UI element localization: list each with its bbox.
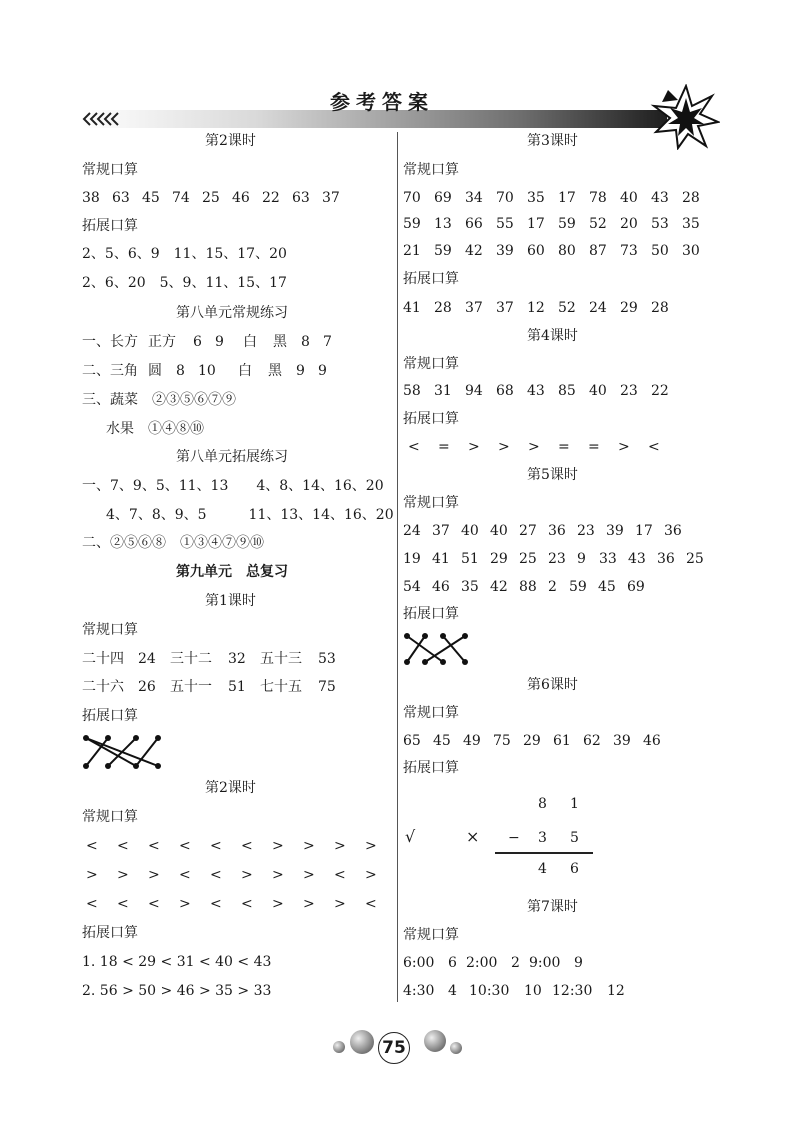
subsection-label: 常规口算 — [82, 162, 138, 178]
answer-cell: 59 — [403, 216, 421, 232]
answer-cell: 9 — [215, 334, 224, 350]
answer-cell: 23 — [577, 523, 595, 539]
answer-cell: < — [210, 867, 222, 883]
answer-cell: = — [438, 439, 450, 455]
answer-cell: 19 — [403, 551, 421, 567]
subsection-label: 拓展口算 — [403, 760, 459, 776]
subsection-label: 拓展口算 — [403, 271, 459, 287]
answer-cell: 69 — [434, 190, 452, 206]
answer-cell: 42 — [465, 243, 483, 259]
answer-cell: > — [303, 838, 315, 854]
answer-cell: 白 — [243, 334, 257, 350]
section-title: 第4课时 — [527, 328, 578, 344]
answer-cell: 59 — [558, 216, 576, 232]
answer-cell: 35 — [682, 216, 700, 232]
answer-cell: 80 — [558, 243, 576, 259]
answer-cell: < — [117, 838, 129, 854]
answer-cell: 70 — [403, 190, 421, 206]
answer-row — [82, 362, 338, 380]
answer-cell: 43 — [628, 551, 646, 567]
section-title: 第7课时 — [527, 899, 578, 915]
answer-cell: 51 — [228, 679, 246, 695]
answer-cell: 52 — [589, 216, 607, 232]
answer-cell: < — [179, 838, 191, 854]
answer-cell: < — [148, 838, 160, 854]
answer-line: 二、②⑤⑥⑧ ①③④⑦⑨⑩ — [82, 535, 264, 551]
answer-cell: 37 — [432, 523, 450, 539]
answer-row — [86, 895, 385, 913]
answer-cell: 12 — [527, 300, 545, 316]
answer-cell: 36 — [664, 523, 682, 539]
answer-cell: 61 — [553, 733, 571, 749]
subsection-label: 常规口算 — [403, 927, 459, 943]
answer-cell: 43 — [527, 383, 545, 399]
answer-cell: < — [179, 867, 191, 883]
answer-cell: 28 — [434, 300, 452, 316]
answer-cell: 75 — [493, 733, 511, 749]
answer-cell: > — [241, 867, 253, 883]
answer-cell: 27 — [519, 523, 537, 539]
answer-cell: 75 — [318, 679, 336, 695]
answer-cell: 8 — [301, 334, 310, 350]
answer-cell: 87 — [589, 243, 607, 259]
answer-row — [86, 866, 385, 884]
answer-cell: 二、三角 — [82, 363, 138, 379]
answer-row — [403, 215, 706, 233]
answer-line: 2. 56 > 50 > 46 > 35 > 33 — [82, 983, 272, 999]
answer-cell: 66 — [465, 216, 483, 232]
answer-cell: 63 — [112, 190, 130, 206]
answer-cell: 6:00 — [403, 955, 435, 971]
answer-cell: 31 — [434, 383, 452, 399]
section-title: 第八单元常规练习 — [176, 305, 288, 321]
answer-row — [408, 438, 668, 456]
answer-cell: 42 — [490, 579, 508, 595]
answer-cell: > — [334, 896, 346, 912]
answer-cell: 94 — [465, 383, 483, 399]
cross-mark: × — [466, 827, 480, 846]
subsection-label: 常规口算 — [82, 622, 138, 638]
page-number: 75 — [378, 1032, 410, 1064]
answer-cell: > — [303, 867, 315, 883]
answer-row — [82, 189, 352, 207]
minuend-tens-digit: 8 — [538, 796, 547, 812]
matching-lines-diagram — [401, 630, 473, 668]
subsection-label: 拓展口算 — [403, 411, 459, 427]
answer-row — [403, 954, 592, 972]
answer-cell: 40 — [620, 190, 638, 206]
answer-cell: 46 — [643, 733, 661, 749]
section-title: 第6课时 — [527, 677, 578, 693]
subsection-label: 拓展口算 — [82, 708, 138, 724]
answer-row — [403, 299, 675, 317]
answer-cell: 6 — [193, 334, 202, 350]
answer-cell: 28 — [682, 190, 700, 206]
answer-cell: > — [272, 838, 284, 854]
answer-cell: > — [148, 867, 160, 883]
answer-cell: > — [272, 896, 284, 912]
answer-cell: 正方 — [148, 334, 176, 350]
answer-cell: 40 — [461, 523, 479, 539]
subtrahend-tens-digit: 3 — [538, 830, 547, 846]
answer-cell: 10:30 — [469, 983, 510, 999]
answer-cell: 52 — [558, 300, 576, 316]
decorative-dot — [450, 1042, 462, 1054]
answer-cell: 25 — [519, 551, 537, 567]
answer-cell: 59 — [569, 579, 587, 595]
answer-cell: 12:30 — [552, 983, 593, 999]
subsection-label: 常规口算 — [403, 705, 459, 721]
section-title: 第5课时 — [527, 467, 578, 483]
answer-line: 三、蔬菜 ②③⑤⑥⑦⑨ — [82, 392, 236, 408]
answer-cell: 24 — [403, 523, 421, 539]
answer-cell: 6 — [448, 955, 457, 971]
answer-cell: 45 — [598, 579, 616, 595]
answer-cell: 41 — [432, 551, 450, 567]
answer-cell: 59 — [434, 243, 452, 259]
decorative-dot — [424, 1030, 446, 1052]
answer-cell: 圆 — [148, 363, 162, 379]
answer-cell: 白 — [238, 363, 252, 379]
answer-cell: 46 — [432, 579, 450, 595]
section-title: 第3课时 — [527, 133, 578, 149]
answer-cell: 25 — [202, 190, 220, 206]
answer-cell: 37 — [465, 300, 483, 316]
answer-cell: > — [117, 867, 129, 883]
subsection-label: 常规口算 — [403, 495, 459, 511]
answer-cell: 78 — [589, 190, 607, 206]
answer-row — [403, 522, 688, 540]
answer-cell: > — [498, 439, 510, 455]
answer-line: 4、7、8、9、5 11、13、14、16、20 — [106, 507, 394, 523]
subsection-label: 常规口算 — [403, 356, 459, 372]
answer-cell: 58 — [403, 383, 421, 399]
answer-cell: 65 — [403, 733, 421, 749]
matching-lines-diagram — [80, 732, 170, 772]
answer-cell: > — [528, 439, 540, 455]
answer-cell: 9 — [577, 551, 586, 567]
answer-cell: 二十六 — [82, 679, 124, 695]
answer-cell: 4:30 — [403, 983, 435, 999]
answer-row — [403, 578, 651, 596]
answer-cell: 39 — [606, 523, 624, 539]
answer-cell: < — [408, 439, 420, 455]
answer-cell: > — [618, 439, 630, 455]
answer-cell: < — [334, 867, 346, 883]
answer-cell: 55 — [496, 216, 514, 232]
answer-line: 一、7、9、5、11、13 4、8、14、16、20 — [82, 478, 384, 494]
answer-cell: 45 — [433, 733, 451, 749]
answer-cell: 12 — [607, 983, 625, 999]
answer-cell: 45 — [142, 190, 160, 206]
answer-cell: 37 — [496, 300, 514, 316]
unit-title: 第九单元 总复习 — [176, 564, 288, 580]
answer-cell: 2 — [511, 955, 520, 971]
answer-cell: < — [117, 896, 129, 912]
answer-cell: 26 — [138, 679, 156, 695]
answer-cell: 38 — [82, 190, 100, 206]
subsection-label: 常规口算 — [403, 162, 459, 178]
answer-cell: 25 — [686, 551, 704, 567]
answer-cell: 22 — [651, 383, 669, 399]
subsection-label: 拓展口算 — [82, 218, 138, 234]
answer-cell: > — [272, 867, 284, 883]
answer-cell: 8 — [176, 363, 185, 379]
answer-cell: 29 — [523, 733, 541, 749]
answer-cell: 70 — [496, 190, 514, 206]
answer-cell: 68 — [496, 383, 514, 399]
answer-row — [82, 650, 348, 668]
answer-cell: < — [241, 896, 253, 912]
subtrahend-ones-digit: 5 — [570, 830, 579, 846]
answer-cell: 29 — [620, 300, 638, 316]
answer-cell: 9 — [318, 363, 327, 379]
answer-cell: 50 — [651, 243, 669, 259]
answer-cell: 23 — [548, 551, 566, 567]
header-title: 参考答案 — [330, 90, 434, 114]
answer-line: 2、6、20 5、9、11、15、17 — [82, 275, 287, 291]
answer-cell: 五十三 — [260, 651, 302, 667]
answer-cell: < — [148, 896, 160, 912]
answer-cell: 34 — [465, 190, 483, 206]
minuend-ones-digit: 1 — [570, 796, 579, 812]
answer-cell: 35 — [527, 190, 545, 206]
section-title: 第八单元拓展练习 — [176, 449, 288, 465]
answer-cell: 88 — [519, 579, 537, 595]
answer-cell: 73 — [620, 243, 638, 259]
answer-cell: 43 — [651, 190, 669, 206]
answer-cell: 二十四 — [82, 651, 124, 667]
answer-cell: 9:00 — [529, 955, 561, 971]
answer-cell: 53 — [318, 651, 336, 667]
answer-cell: 39 — [496, 243, 514, 259]
subtraction-rule — [495, 852, 593, 854]
answer-cell: > — [86, 867, 98, 883]
answer-cell: 62 — [583, 733, 601, 749]
answer-row — [403, 189, 706, 207]
answer-cell: 2:00 — [466, 955, 498, 971]
answer-cell: 74 — [172, 190, 190, 206]
answer-cell: 13 — [434, 216, 452, 232]
answer-cell: 36 — [548, 523, 566, 539]
answer-cell: 35 — [461, 579, 479, 595]
difference-ones-digit: 6 — [570, 861, 579, 877]
answer-cell: 9 — [574, 955, 583, 971]
answer-cell: 9 — [296, 363, 305, 379]
answer-cell: < — [241, 838, 253, 854]
decorative-dot — [333, 1041, 345, 1053]
answer-cell: 五十一 — [170, 679, 212, 695]
answer-cell: 三十二 — [170, 651, 212, 667]
answer-cell: < — [86, 838, 98, 854]
answer-cell: 30 — [682, 243, 700, 259]
header-chevron-icon — [82, 112, 122, 126]
answer-cell: 63 — [292, 190, 310, 206]
star-ornament-icon — [648, 84, 720, 150]
answer-cell: 51 — [461, 551, 479, 567]
subsection-label: 拓展口算 — [403, 606, 459, 622]
answer-cell: 七十五 — [260, 679, 302, 695]
answer-cell: 60 — [527, 243, 545, 259]
answer-cell: < — [365, 896, 377, 912]
answer-cell: > — [468, 439, 480, 455]
section-title: 第2课时 — [205, 780, 256, 796]
difference-tens-digit: 4 — [538, 861, 547, 877]
answer-cell: 41 — [403, 300, 421, 316]
answer-cell: 39 — [613, 733, 631, 749]
answer-cell: 69 — [627, 579, 645, 595]
minus-sign: − — [508, 830, 520, 846]
answer-row — [86, 837, 385, 855]
answer-row — [403, 242, 706, 260]
answer-cell: 24 — [138, 651, 156, 667]
answer-cell: 33 — [599, 551, 617, 567]
answer-cell: 32 — [228, 651, 246, 667]
answer-cell: 7 — [323, 334, 332, 350]
check-mark: √ — [405, 827, 416, 846]
answer-row — [403, 550, 708, 568]
answer-line: 2、5、6、9 11、15、17、20 — [82, 246, 287, 262]
answer-cell: = — [588, 439, 600, 455]
answer-cell: < — [210, 896, 222, 912]
answer-cell: 17 — [635, 523, 653, 539]
answer-cell: 10 — [524, 983, 542, 999]
answer-row — [403, 732, 667, 750]
answer-cell: 40 — [490, 523, 508, 539]
answer-cell: 54 — [403, 579, 421, 595]
answer-cell: 4 — [448, 983, 457, 999]
answer-cell: 53 — [651, 216, 669, 232]
answer-cell: 10 — [198, 363, 216, 379]
decorative-dot — [350, 1030, 374, 1054]
answer-cell: 49 — [463, 733, 481, 749]
answer-cell: > — [303, 896, 315, 912]
answer-cell: 28 — [651, 300, 669, 316]
answer-line: 水果 ①④⑧⑩ — [106, 421, 204, 437]
answer-cell: > — [179, 896, 191, 912]
answer-cell: 40 — [589, 383, 607, 399]
answer-cell: 85 — [558, 383, 576, 399]
answer-cell: 黑 — [268, 363, 282, 379]
answer-cell: 36 — [657, 551, 675, 567]
answer-row — [403, 982, 631, 1000]
answer-cell: 37 — [322, 190, 340, 206]
answer-cell: 黑 — [273, 334, 287, 350]
answer-row — [82, 333, 343, 351]
answer-row — [82, 678, 348, 696]
subsection-label: 拓展口算 — [82, 925, 138, 941]
answer-cell: 17 — [558, 190, 576, 206]
answer-cell: 20 — [620, 216, 638, 232]
section-title: 第1课时 — [205, 593, 256, 609]
answer-cell: 24 — [589, 300, 607, 316]
answer-cell: 一、长方 — [82, 334, 138, 350]
answer-cell: 29 — [490, 551, 508, 567]
answer-cell: 21 — [403, 243, 421, 259]
answer-cell: < — [648, 439, 660, 455]
answer-cell: 2 — [548, 579, 557, 595]
answer-cell: 17 — [527, 216, 545, 232]
answer-cell: > — [334, 838, 346, 854]
answer-row — [403, 382, 675, 400]
answer-cell: = — [558, 439, 570, 455]
answer-cell: 46 — [232, 190, 250, 206]
answer-cell: 22 — [262, 190, 280, 206]
answer-line: 1. 18 < 29 < 31 < 40 < 43 — [82, 954, 272, 970]
subsection-label: 常规口算 — [82, 809, 138, 825]
answer-cell: 23 — [620, 383, 638, 399]
answer-cell: < — [86, 896, 98, 912]
answer-cell: > — [365, 867, 377, 883]
column-divider — [397, 132, 398, 1002]
answer-cell: > — [365, 838, 377, 854]
section-title: 第2课时 — [205, 133, 256, 149]
answer-cell: < — [210, 838, 222, 854]
